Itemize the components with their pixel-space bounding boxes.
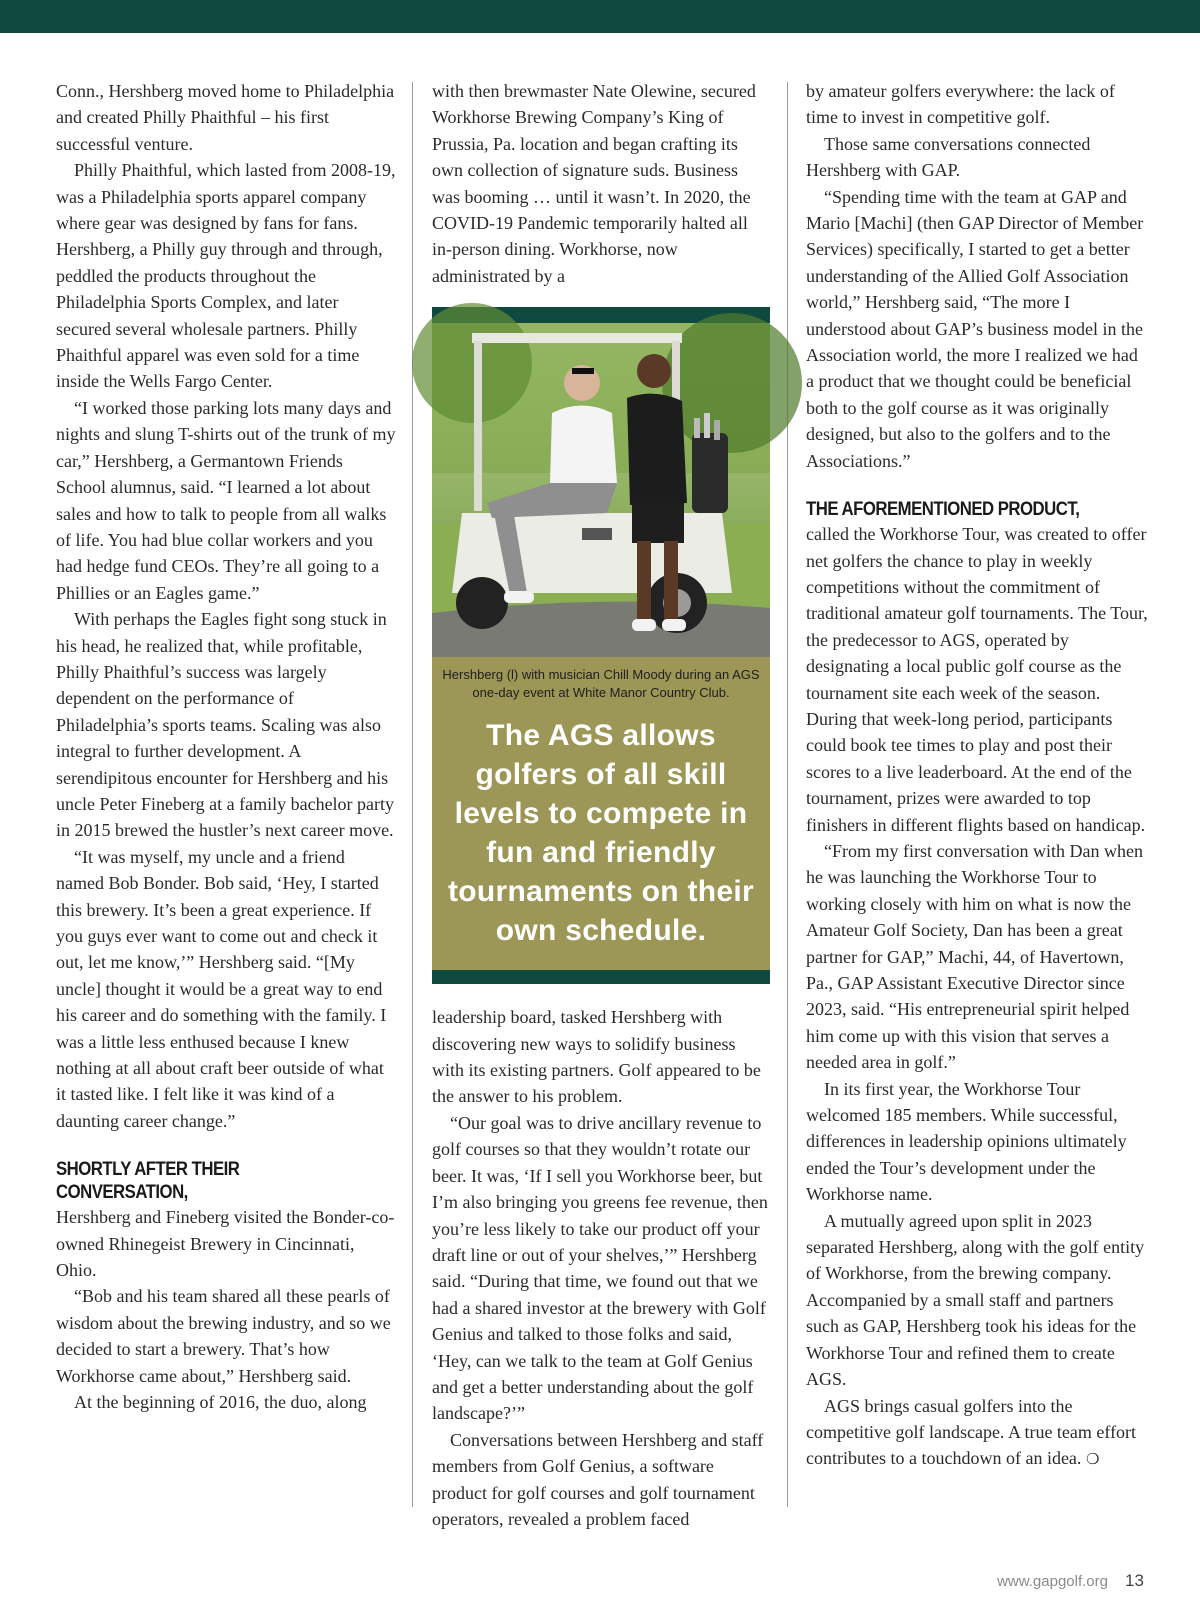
section-heading-block	[806, 498, 1150, 521]
paragraph	[806, 1393, 1150, 1473]
caption-panel	[432, 657, 770, 970]
article-column-1	[56, 78, 396, 1518]
paragraph: Those same conversations connected Hershberg with GAP.	[806, 133, 1091, 181]
paragraph: leadership board, tasked Hershberg with discovering new ways to solidify business with its existing partners. Golf appeared to be the answer to his problem.	[432, 1007, 761, 1107]
column-divider-left	[412, 82, 413, 1507]
section-heading: THE AFOREMENTIONED PRODUCT,	[806, 498, 1080, 521]
golf-cart-photo	[432, 323, 770, 657]
photo-illustration	[432, 323, 770, 657]
paragraph: with then brewmaster Nate Olewine, secured Workhorse Brewing Company’s King of Prussia, Pa. location and began crafting its own collection of signature suds. Business was booming … until it wasn’t. In 2020, the COVID-19 Pandemic temporarily halted all in-person dining. Workhorse, now administrated by a	[432, 81, 756, 286]
closing-paragraph-text: AGS brings casual golfers into the competitive golf landscape. A true team effort contributes to a touchdown of an idea.	[806, 1395, 1137, 1469]
paragraph: “I worked those parking lots many days and nights and slung T-shirts out of the trunk of my car,” Hershberg, a Germantown Friends School alumnus, said. “I learned a lot about sales and how to talk to people from all walks of life. You had blue collar workers and you had hedge fund CEOs. They’re all going to a Phillies or an Eagles game.”	[56, 397, 396, 603]
photo-bottom-band	[432, 970, 770, 984]
paragraph: Conversations between Hershberg and staff members from Golf Genius, a software product for golf courses and golf tournament operators, revealed a problem faced	[432, 1429, 764, 1529]
paragraph: “From my first conversation with Dan when he was launching the Workhorse Tour to working closely with him on what is now the Amateur Golf Society, Dan has been a great partner for GAP,” Machi, 44, of Havertown, Pa., GAP Assistant Executive Director since 2023, said. “His entrepreneurial spirit helped him come up with this vision that serves a needed area in golf.”	[806, 840, 1143, 1073]
paragraph: “Spending time with the team at GAP and Mario [Machi] (then GAP Director of Member Services) specifically, I started to get a better understanding of the Allied Golf Association world,” Hershberg said, “The more I understood about GAP’s business model in the Association world, the more I realized we had a product that we thought could be beneficial both to the golf course as it was originally designed, but also to the golfers and to the Associations.”	[806, 186, 1144, 471]
paragraph: “It was myself, my uncle and a friend named Bob Bonder. Bob said, ‘Hey, I started this brewery. It’s been a great experience. If you guys ever want to come out and check it out, let me know,’” Hershberg said. “[My uncle] thought it would be a great way to end his career and do something with the family. I was a little less enthused because I knew nothing at all about craft beer outside of what it tasted like. I felt like it was kind of a daunting career change.”	[56, 846, 387, 1131]
photo-feature	[432, 307, 770, 984]
website-url: www.gapgolf.org	[997, 1573, 1108, 1590]
paragraph: Conn., Hershberg moved home to Philadelphia and created Philly Phaithful – his first successful venture.	[56, 81, 395, 154]
top-color-bar	[0, 0, 1200, 33]
paragraph: Hershberg and Fineberg visited the Bonder-co-owned Rhinegeist Brewery in Cincinnati, Ohio.	[56, 1207, 395, 1281]
paragraph: A mutually agreed upon split in 2023 separated Hershberg, along with the golf entity of Workhorse, from the brewing company. Accompanied by a small staff and partners such as GAP, Hershberg took his ideas for the Workhorse Tour and refined them to create AGS.	[806, 1210, 1145, 1390]
section-heading: SHORTLY AFTER THEIR CONVERSATION,	[56, 1158, 240, 1204]
paragraph: “Our goal was to drive ancillary revenue to golf courses so that they wouldn’t rotate our beer. It was, ‘If I sell you Workhorse beer, but I’m also bringing you greens fee revenue, then you’re less likely to take our product off your draft line or out of your shelves,’” Hershberg said. “During that time, we found out that we had a shared investor at the brewery with Golf Genius and talked to those folks and said, ‘Hey, can we talk to the team at Golf Genius and get a better understanding about the golf landscape?’”	[432, 1112, 768, 1424]
paragraph: In its first year, the Workhorse Tour welcomed 185 members. While successful, differences in leadership opinions ultimately ended the Tour’s development under the Workhorse name.	[806, 1078, 1127, 1205]
paragraph: With perhaps the Eagles fight song stuck in his head, he realized that, while profitable, Philly Phaithful’s success was largely dependent on the performance of Philadelphia’s sports teams. Scaling was also integral to further development. A serendipitous encounter for Hershberg and his uncle Peter Fineberg at a family bachelor party in 2015 brewed the hustler’s next career move.	[56, 609, 395, 841]
photo-caption: Hershberg (l) with musician Chill Moody during an AGS one-day event at White Manor Country Club.	[442, 667, 760, 701]
column-divider-right	[787, 82, 788, 1507]
paragraph: “Bob and his team shared all these pearls of wisdom about the brewing industry, and so we decided to start a brewery. That’s how Workhorse came about,” Hershberg said.	[56, 1286, 391, 1386]
end-mark-icon: ❍	[1085, 1450, 1100, 1469]
article-column-3	[806, 78, 1150, 1518]
page-number: 13	[1125, 1571, 1144, 1590]
pull-quote: The AGS allows golfers of all skill levels to compete in fun and friendly tournaments on their own schedule.	[447, 719, 754, 948]
paragraph: Philly Phaithful, which lasted from 2008-19, was a Philadelphia sports apparel company where gear was designed by fans for fans. Hershberg, a Philly guy through and through, peddled the products throughout the Philadelphia Sports Complex, and later secured several wholesale partners. Philly Phaithful apparel was even sold for a time inside the Wells Fargo Center.	[56, 160, 396, 392]
section-heading-block	[56, 1158, 396, 1204]
paragraph: At the beginning of 2016, the duo, along	[74, 1392, 367, 1413]
paragraph: called the Workhorse Tour, was created to offer net golfers the chance to play in weekly competitions without the commitment of traditional amateur golf tournaments. The Tour, the predecessor to AGS, operated by designating a local public golf course as the tournament site each week of the season. During that week-long period, participants could book tee times to play and post their scores to a live leaderboard. At the end of the tournament, prizes were awarded to top finishers in different flights based on handicap.	[806, 524, 1148, 835]
article-column-2	[432, 78, 770, 1529]
paragraph: by amateur golfers everywhere: the lack of time to invest in competitive golf.	[806, 81, 1115, 128]
